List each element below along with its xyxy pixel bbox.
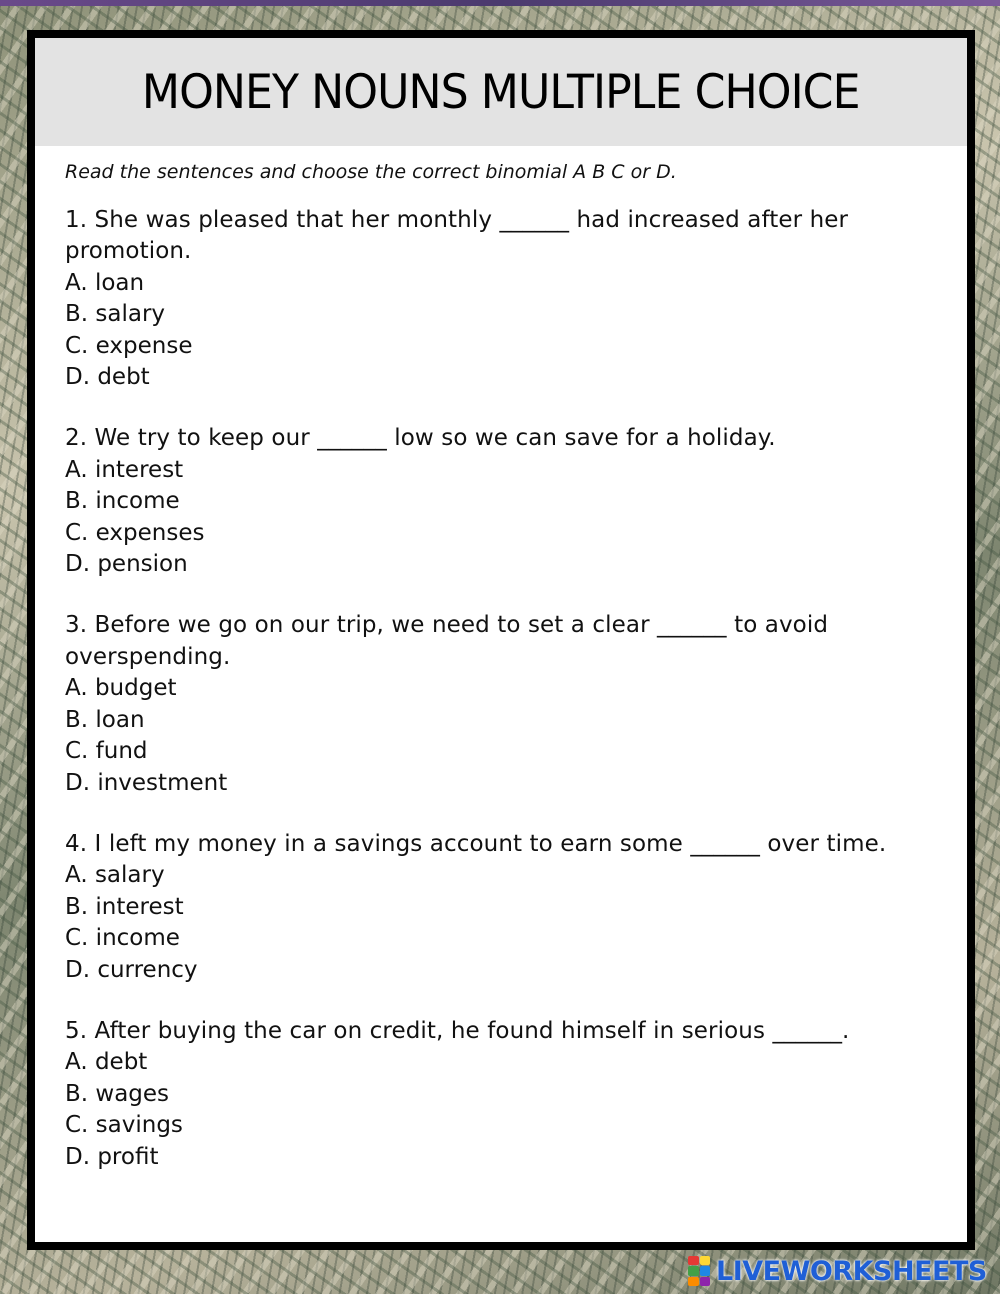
option-a[interactable]: A. budget	[65, 675, 177, 702]
liveworksheets-logo[interactable]	[688, 1254, 987, 1288]
worksheet-title: MONEY NOUNS MULTIPLE CHOICE	[142, 64, 860, 120]
option-c[interactable]: C. income	[65, 925, 180, 952]
option-a[interactable]: A. debt	[65, 1049, 148, 1076]
worksheet-content	[35, 146, 967, 1173]
option-c[interactable]: C. expense	[65, 332, 193, 359]
worksheet-page	[35, 38, 967, 1242]
question-2	[65, 423, 937, 580]
question-4	[65, 829, 937, 986]
question-5	[65, 1016, 937, 1173]
option-a[interactable]: A. loan	[65, 269, 145, 296]
question-1	[65, 205, 937, 393]
option-c[interactable]: C. savings	[65, 1112, 183, 1139]
option-b[interactable]: B. interest	[65, 893, 184, 920]
option-c[interactable]: C. expenses	[65, 519, 205, 546]
option-d[interactable]: D. investment	[65, 769, 228, 796]
option-b[interactable]: B. income	[65, 488, 180, 515]
question-text: 1. She was pleased that her monthly ______ had increased after her promotion.	[65, 207, 849, 265]
question-3	[65, 610, 937, 798]
question-text: 3. Before we go on our trip, we need to set a clear ______ to avoid overspending.	[65, 612, 829, 670]
instructions: Read the sentences and choose the correct binomial A B C or D.	[65, 161, 677, 183]
option-d[interactable]: D. currency	[65, 956, 198, 983]
option-d[interactable]: D. profit	[65, 1143, 159, 1170]
option-c[interactable]: C. fund	[65, 738, 148, 765]
question-text: 4. I left my money in a savings account to earn some ______ over time.	[65, 830, 887, 857]
question-text: 5. After buying the car on credit, he found himself in serious ______.	[65, 1017, 850, 1044]
top-strip	[0, 0, 1000, 6]
option-d[interactable]: D. pension	[65, 551, 188, 578]
option-a[interactable]: A. interest	[65, 456, 184, 483]
option-b[interactable]: B. salary	[65, 301, 166, 328]
title-bar	[35, 38, 967, 146]
option-d[interactable]: D. debt	[65, 364, 150, 391]
option-b[interactable]: B. loan	[65, 706, 145, 733]
option-a[interactable]: A. salary	[65, 862, 165, 889]
liveworksheets-logo-icon	[688, 1256, 710, 1286]
logo-text: LIVEWORKSHEETS	[716, 1255, 987, 1287]
worksheet-frame	[27, 30, 975, 1250]
question-text: 2. We try to keep our ______ low so we can save for a holiday.	[65, 425, 776, 452]
option-b[interactable]: B. wages	[65, 1080, 170, 1107]
